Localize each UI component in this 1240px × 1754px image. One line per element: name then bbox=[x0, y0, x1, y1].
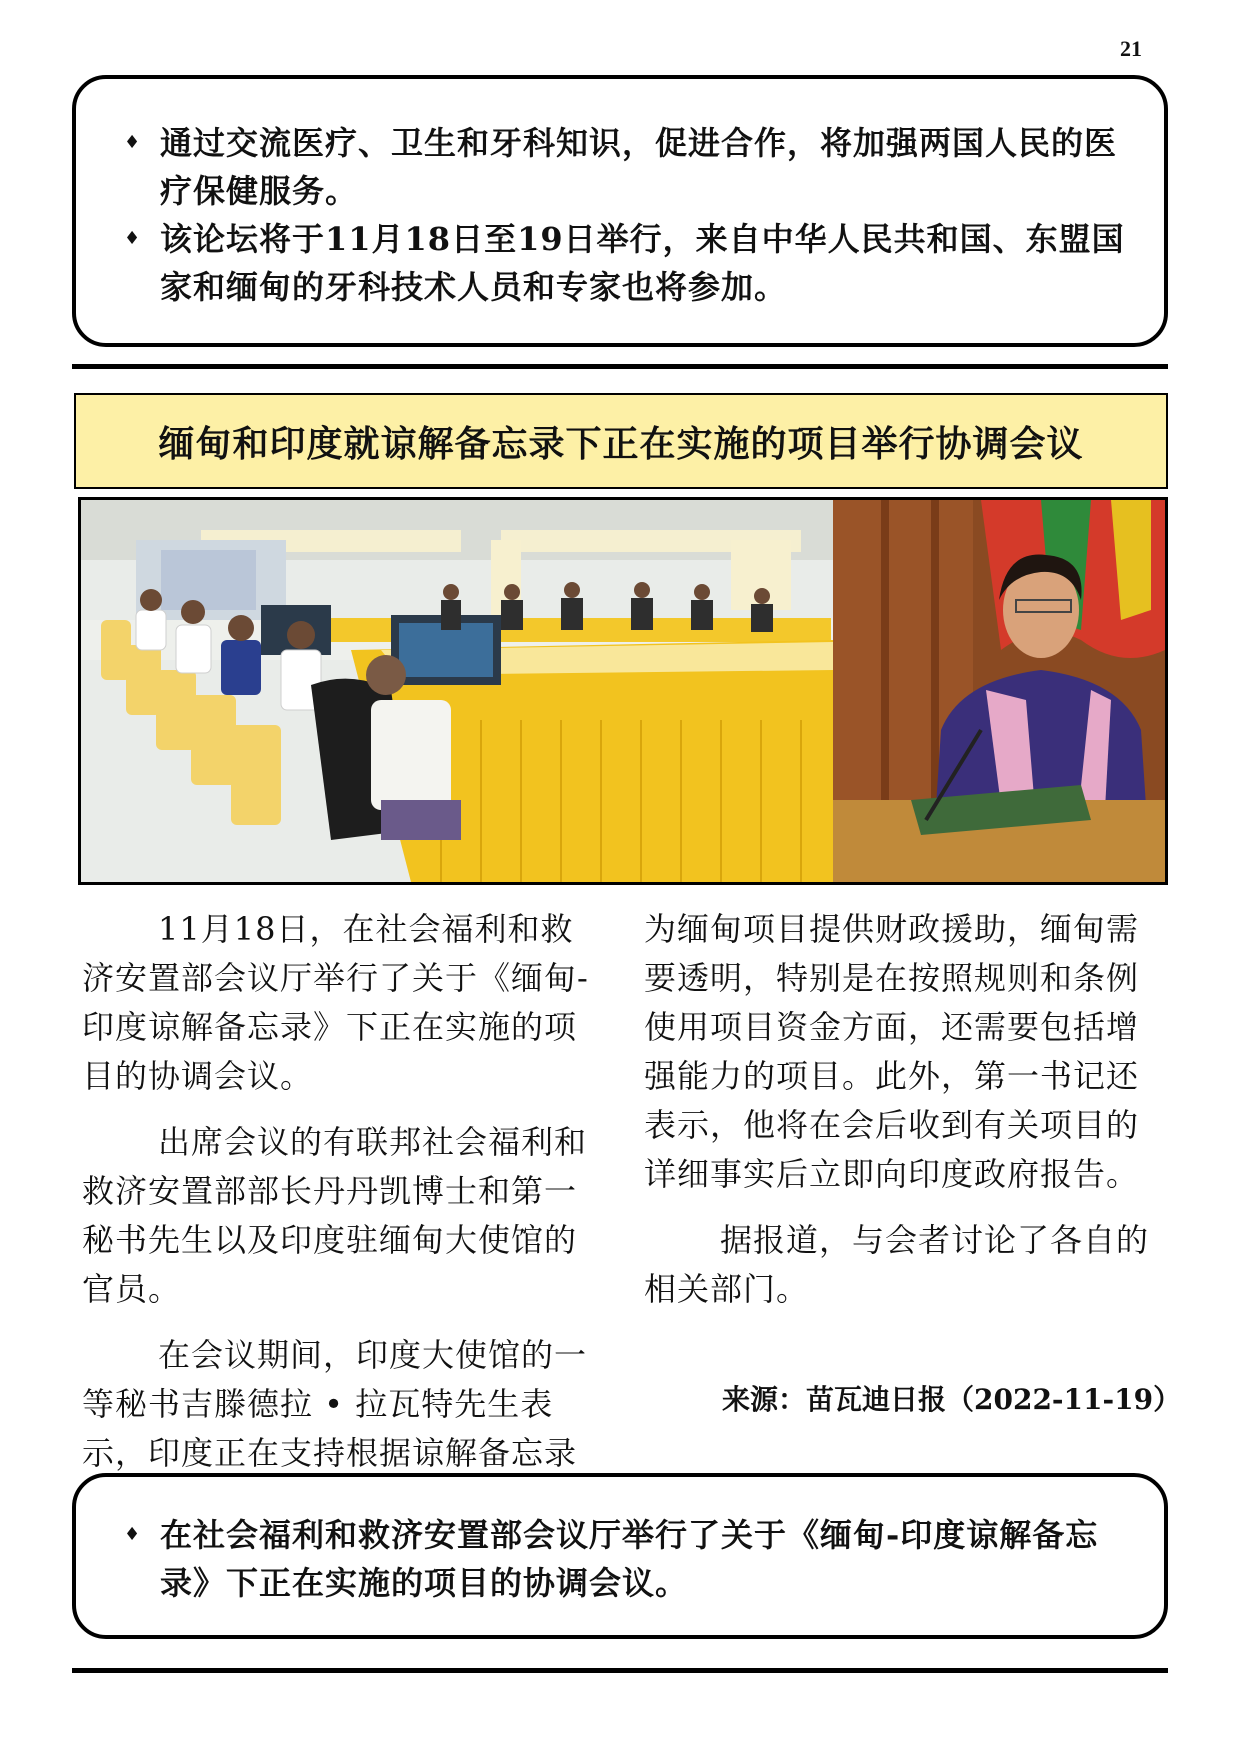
article-column-right bbox=[644, 905, 1168, 1331]
summary-item bbox=[106, 119, 1140, 215]
diamond-bullet-icon: ♦ bbox=[124, 228, 142, 249]
summary-item bbox=[106, 215, 1140, 311]
article-title: 缅甸和印度就谅解备忘录下正在实施的项目举行协调会议 bbox=[74, 393, 1168, 489]
article-paragraph: 出席会议的有联邦社会福利和救济安置部部长丹丹凯博士和第一秘书先生以及印度驻缅甸大使馆的官员。 bbox=[82, 1123, 588, 1308]
summary-item-text: 在社会福利和救济安置部会议厅举行了关于《缅甸-印度谅解备忘录》下正在实施的项目的协调会议。 bbox=[160, 1516, 1099, 1602]
page-number: 21 bbox=[1120, 36, 1142, 61]
article-paragraph: 在会议期间，印度大使馆的一等秘书吉滕德拉 • 拉瓦特先生表示，印度正在支持根据谅解备忘录 bbox=[82, 1336, 588, 1472]
speaker-photo bbox=[833, 500, 1165, 882]
section-divider bbox=[72, 364, 1168, 369]
article-column-left bbox=[82, 905, 602, 1495]
summary-box-top bbox=[72, 75, 1168, 347]
article-source: 来源：苗瓦迪日报（2022-11-19） bbox=[722, 1383, 1182, 1416]
article-paragraph: 11月18日，在社会福利和救济安置部会议厅举行了关于《缅甸-印度谅解备忘录》下正在实施的项目的协调会议。 bbox=[82, 910, 589, 1095]
summary-box-bottom bbox=[72, 1473, 1168, 1639]
diamond-bullet-icon: ♦ bbox=[124, 1524, 142, 1545]
summary-item bbox=[106, 1511, 1140, 1607]
summary-item-text: 通过交流医疗、卫生和牙科知识，促进合作，将加强两国人民的医疗保健服务。 bbox=[160, 124, 1118, 210]
article-photo bbox=[78, 497, 1168, 885]
article-paragraph: 据报道，与会者讨论了各自的相关部门。 bbox=[644, 1221, 1150, 1308]
section-divider bbox=[72, 1668, 1168, 1673]
summary-list bbox=[106, 1511, 1140, 1607]
meeting-photo bbox=[81, 500, 1165, 882]
summary-list bbox=[106, 119, 1140, 311]
article-paragraph: 为缅甸项目提供财政援助，缅甸需要透明，特别是在按照规则和条例使用项目资金方面，还需要包括增强能力的项目。此外，第一书记还表示，他将在会后收到有关项目的详细事实后立即向印度政府报告。 bbox=[644, 910, 1140, 1193]
meeting-room-photo bbox=[81, 500, 833, 882]
summary-item-text: 该论坛将于11月18日至19日举行，来自中华人民共和国、东盟国家和缅甸的牙科技术人员和专家也将参加。 bbox=[160, 220, 1125, 306]
diamond-bullet-icon: ♦ bbox=[124, 132, 142, 153]
